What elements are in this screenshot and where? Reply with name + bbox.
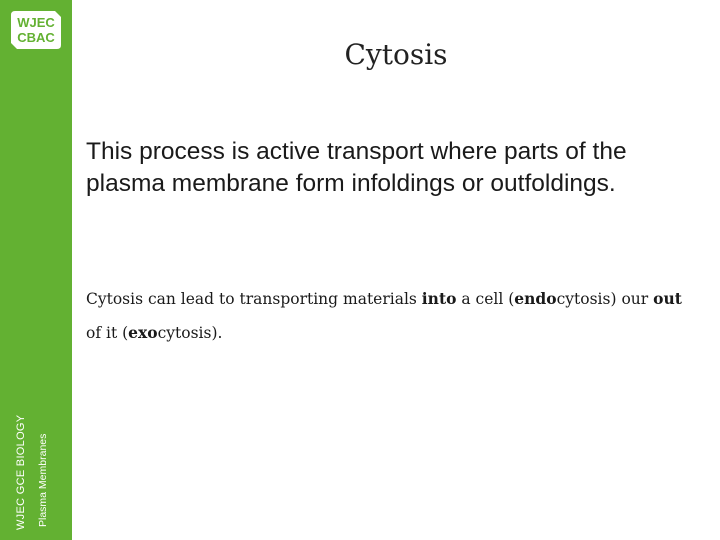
bold-term-endo: endo bbox=[514, 289, 557, 308]
bold-term-into: into bbox=[421, 289, 457, 308]
intro-text: This process is active transport where parts of the plasma membrane form infoldings or outfoldings. bbox=[86, 138, 627, 197]
bold-term-exo: exo bbox=[128, 323, 158, 342]
sidebar bbox=[0, 0, 72, 540]
slide-title: Cytosis bbox=[344, 38, 448, 71]
body-text-part: cytosis) our bbox=[556, 290, 654, 308]
course-label: WJEC GCE BIOLOGY bbox=[15, 414, 27, 530]
wjec-cbac-logo bbox=[9, 9, 63, 51]
body-text-part: Cytosis can lead to transporting materials bbox=[86, 290, 422, 308]
body-paragraph bbox=[86, 282, 698, 350]
body-text-part: of it ( bbox=[86, 324, 129, 342]
logo-text-bottom: CBAC bbox=[17, 30, 55, 45]
bold-term-out: out bbox=[653, 289, 682, 308]
topic-label: Plasma Membranes bbox=[37, 433, 49, 527]
body-text-part: cytosis). bbox=[157, 324, 223, 342]
logo-text-top: WJEC bbox=[17, 15, 55, 30]
body-text-part: a cell ( bbox=[456, 290, 515, 308]
